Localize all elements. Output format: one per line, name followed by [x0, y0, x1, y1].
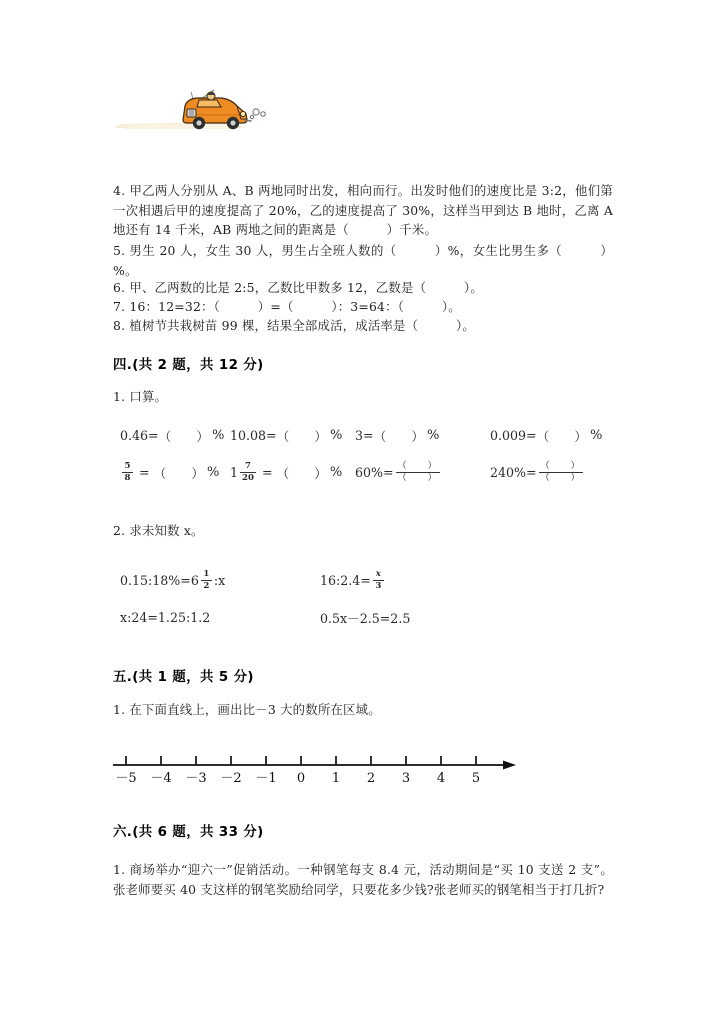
number-line-tick-label-6: 1 [331, 771, 341, 786]
number-line-tick-label-8: 3 [401, 771, 411, 786]
number-line-tick-label-1: －4 [150, 771, 172, 786]
number-line-tick-label-7: 2 [366, 771, 376, 786]
oral-item-5-blank[interactable]: （ ） [153, 466, 204, 481]
fill-blank-item-7: 7. 16：12=32：（ ）=（ ）：3=64：（ ）。 [113, 299, 461, 314]
blank-fraction-60pct[interactable] [396, 462, 440, 483]
oral-item-4 [490, 426, 602, 445]
fraction-denominator: 2 [203, 580, 210, 591]
fraction-denominator-blank[interactable]: （ ） [540, 473, 581, 483]
oral-arith-row-1 [120, 426, 602, 445]
car-clipart [113, 84, 283, 140]
oral-item-7-eq: = [383, 465, 394, 480]
oral-item-3-unit: % [426, 428, 440, 443]
oral-item-8-eq: = [526, 465, 537, 480]
oral-item-7 [355, 462, 490, 483]
fraction-denominator: 3 [375, 580, 382, 591]
oral-item-6-eq: = [261, 465, 273, 480]
fill-blank-item-8: 8. 植树节共栽树苗 99 棵，结果全部成活，成活率是（ ）。 [113, 318, 475, 333]
equation-row-1 [120, 570, 386, 590]
oral-item-2-blank[interactable]: （ ） [276, 429, 327, 444]
oral-item-1 [120, 426, 230, 445]
number-line-tick-label-3: －2 [220, 771, 242, 786]
mixed-fraction-part [240, 462, 256, 482]
equation-b-prefix: 16:2.4= [320, 572, 371, 588]
oral-item-4-blank[interactable]: （ ） [536, 429, 587, 444]
number-line-tick-label-10: 5 [471, 771, 481, 786]
number-line-tick-label-4: －1 [255, 771, 277, 786]
fill-blank-item-6: 6. 甲、乙两数的比是 2:5，乙数比甲数多 12，乙数是（ ）。 [113, 280, 483, 295]
number-line-diagram [104, 744, 524, 790]
fraction-numerator-blank[interactable]: （ ） [540, 461, 581, 471]
equation-b [320, 570, 386, 590]
equation-d: 0.5x－2.5=2.5 [320, 611, 411, 626]
oral-item-8 [490, 462, 585, 483]
oral-item-4-unit: % [589, 428, 603, 443]
fraction-numerator-blank[interactable]: （ ） [397, 461, 438, 471]
equation-a [120, 570, 320, 590]
oral-item-5 [120, 462, 230, 482]
number-line-tick-label-0: －5 [115, 771, 137, 786]
number-line-tick-label-9: 4 [436, 771, 446, 786]
equation-a-suffix: :x [213, 572, 226, 588]
oral-item-2-left: 10.08= [230, 428, 277, 443]
oral-item-8-left: 240% [490, 465, 527, 480]
fraction-numerator: 7 [245, 461, 251, 472]
oral-item-3 [355, 426, 490, 445]
section-five-q1-title: 1. 在下面直线上，画出比－3 大的数所在区域。 [113, 702, 381, 717]
fraction-x-over-three [373, 570, 384, 590]
oral-item-2 [230, 426, 355, 445]
oral-item-6 [230, 462, 355, 482]
oral-item-7-left: 60% [355, 465, 383, 480]
oral-item-2-unit: % [329, 428, 343, 443]
section-six-heading: 六.(共 6 题，共 33 分) [113, 825, 264, 840]
equation-a-prefix: 0.15:18%=6 [120, 572, 199, 588]
blank-fraction-240pct[interactable] [539, 462, 583, 483]
fraction-denominator: 8 [124, 473, 131, 483]
oral-item-1-unit: % [211, 428, 225, 443]
oral-item-1-blank[interactable]: （ ） [158, 429, 209, 444]
oral-item-1-left: 0.46= [120, 428, 159, 443]
fraction-numerator: x [375, 569, 381, 579]
fill-blank-item-4: 4. 甲乙两人分别从 A、B 两地同时出发，相向而行。出发时他们的速度比是 3:2，他们第一次相遇后甲的速度提高了 20%，乙的速度提高了 30%，这样当甲到达 B 地时，乙离 A 地还有 14 千米，AB 两地之间的距离是（ ）千米。 [113, 183, 613, 238]
section-four-heading: 四.(共 2 题，共 12 分) [113, 358, 264, 373]
oral-item-5-eq: = [139, 465, 150, 480]
fraction-five-eighths [122, 462, 133, 482]
equation-c: x:24=1.25:1.2 [120, 610, 211, 625]
mixed-whole-part: 1 [230, 465, 239, 480]
number-line-tick-label-2: －3 [185, 771, 207, 786]
section-four-q2-title: 2. 求未知数 x。 [113, 523, 204, 538]
fill-blank-item-5: 5. 男生 20 人，女生 30 人，男生占全班人数的（ ）%，女生比男生多（ ）%。 [113, 243, 613, 278]
mixed-number-one-and-seven-twentieths [230, 462, 258, 482]
oral-item-6-blank[interactable]: （ ） [276, 466, 327, 481]
number-line-tick-label-5: 0 [296, 771, 306, 786]
oral-arith-row-2 [120, 462, 585, 483]
fraction-denominator-blank[interactable]: （ ） [397, 473, 438, 483]
oral-item-5-unit: % [206, 465, 220, 480]
section-six-q1-text: 1. 商场举办“迎六一”促销活动。一种钢笔每支 8.4 元，活动期间是“买 10 支送 2 支”。张老师要买 40 支这样的钢笔奖励给同学，只要花多少钱?张老师买的钢笔相当于打几折? [113, 862, 613, 897]
section-four-q1-title: 1. 口算。 [113, 389, 168, 404]
oral-item-4-left: 0.009= [490, 428, 537, 443]
equation-row-2 [120, 608, 410, 627]
oral-item-6-unit: % [329, 465, 343, 480]
fraction-numerator: 1 [203, 569, 210, 579]
oral-item-3-left: 3= [355, 428, 374, 443]
oral-item-3-blank[interactable]: （ ） [373, 429, 424, 444]
section-five-heading: 五.(共 1 题，共 5 分) [113, 670, 254, 685]
fraction-one-half [201, 570, 212, 590]
fraction-denominator: 20 [242, 473, 254, 483]
fraction-numerator: 5 [124, 461, 131, 472]
